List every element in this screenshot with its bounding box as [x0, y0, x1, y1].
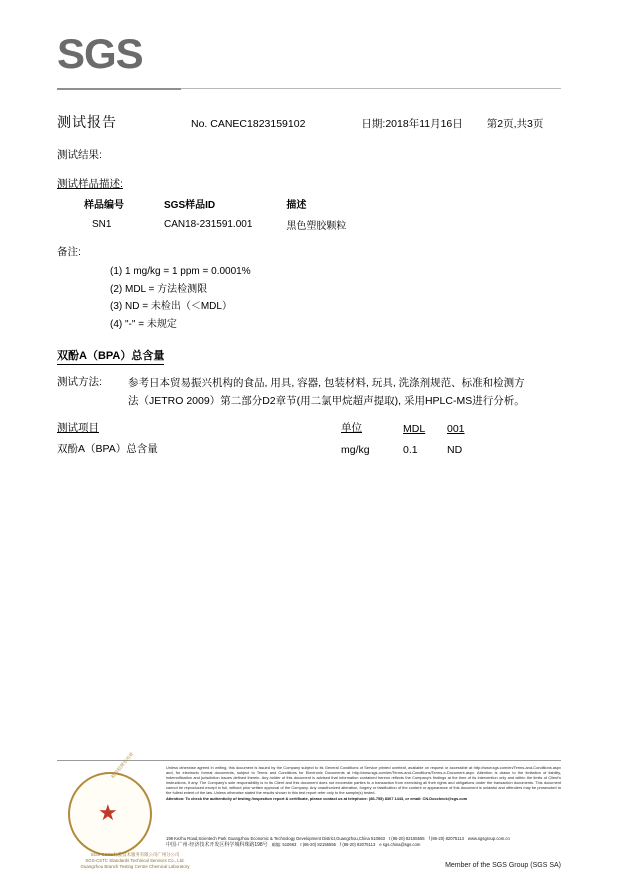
- test-method-label: 测试方法:: [57, 376, 102, 388]
- results-col-unit: 单位: [341, 422, 362, 434]
- address-cn-email[interactable]: e sgs.china@sgs.com: [379, 842, 421, 847]
- sgs-logo-text: SGS: [57, 30, 143, 77]
- page-title: 测试报告: [57, 114, 117, 130]
- test-method-line-2: 法（JETRO 2009）第二部分D2章节(用二氯甲烷超声提取), 采用HPLC-MS进行分析。: [128, 395, 525, 407]
- sample-sgsid-value: CAN18-231591.001: [164, 219, 253, 230]
- results-unit-value: mg/kg: [341, 444, 370, 456]
- star-icon: ★: [98, 800, 118, 825]
- test-results-label: 测试结果:: [57, 149, 102, 161]
- legal-paragraph: Unless otherwise agreed in writing, this document is issued by the Company subject to its General Conditions of Service printed overleaf, available on request or accessible at http://www.sgs.com/en/Terms-and-Conditions.aspx and, for electronic format documents, subject to Terms and Conditions for Electronic Documents at http://www.sgs.com/en/Terms-and-Conditions/Terms-e-Document.aspx. Attention is drawn to the limitation of liability, indemnification and jurisdiction issues defined therein. Any holder of this document is advised that information contained hereon reflects the Company's findings at the time of its intervention only and within the limits of Client's instructions, if any. The Company's sole responsibility is to its Client and this document does not exonerate parties to a transaction from exercising all their rights and obligations under the transaction documents. This document cannot be reproduced except in full, without prior written approval of the Company. Any unauthorized alteration, forgery or falsification of the content or appearance of this document is unlawful and offenders may be prosecuted to the fullest extent of the law. Unless otherwise stated the results shown in this test report refer only to the sample(s) tested.: [166, 765, 561, 795]
- stamp-ring-text: [62, 751, 158, 864]
- address-cn-zip: 邮编: 510663: [271, 842, 297, 847]
- sample-col-no: 样品编号: [84, 200, 124, 211]
- results-header-row: [57, 420, 561, 437]
- stamp-caption-line-1: SGS-CSTC标准技术服务有限公司广州分公司: [90, 852, 180, 857]
- sample-desc-value: 黑色塑胶颗粒: [286, 221, 347, 232]
- results-item-value: 双酚A（BPA）总含量: [57, 443, 158, 455]
- sample-description-label: 测试样品描述:: [57, 178, 123, 190]
- company-stamp: [62, 751, 190, 869]
- table-row: [84, 217, 346, 232]
- address-row-cn: [166, 842, 561, 848]
- report-date: 日期:2018年11月16日: [361, 118, 463, 130]
- sgs-logo: [57, 30, 177, 85]
- address-cn: 中国·广州·经济技术开发区科学城科珠路198号: [166, 842, 268, 848]
- footer-legal-text: [166, 766, 561, 802]
- report-number: No. CANEC1823159102: [191, 118, 306, 130]
- sample-table-header-row: [84, 196, 346, 217]
- remarks-label: 备注:: [57, 246, 81, 258]
- results-table: [57, 420, 561, 456]
- footer-address: [166, 836, 561, 848]
- address-en-fax: f (86-20) 82075113: [428, 836, 464, 841]
- legal-attention[interactable]: Attention: To check the authenticity of testing /inspection report & certificate, please contact us at telephone: (86-755) 8307 1443, or email: CN.Doccheck@sgs.com: [166, 796, 468, 802]
- address-cn-fax: f (86-20) 82075113: [340, 842, 376, 847]
- logo-underline: [57, 88, 181, 90]
- footer-divider: [57, 760, 561, 761]
- list-item: (3) ND = 未检出（＜MDL）: [110, 301, 232, 312]
- address-en: 198 Kezhu Road,Scientech Park Guangzhou Economic & Technology Development District,Guangzhou,China 510663: [166, 836, 385, 841]
- stamp-caption-line-2: SGS-CSTC Standards Technical Services Co., Ltd.: [85, 858, 185, 863]
- test-method-line-1: 参考日本贸易振兴机构的食品, 用具, 容器, 包装材料, 玩具, 洗涤剂规范、标准和检测方: [128, 377, 525, 389]
- results-col-sample: 001: [447, 423, 465, 435]
- stamp-ring-label: 检验检测专用章: [110, 751, 135, 780]
- sample-no-value: SN1: [92, 219, 112, 230]
- footer-member-text: Member of the SGS Group (SGS SA): [445, 862, 561, 869]
- results-mdl-value: 0.1: [403, 444, 418, 456]
- sample-col-sgsid: SGS样品ID: [164, 200, 216, 211]
- results-col-item: 测试项目: [57, 422, 99, 434]
- address-en-tel: t (86-20) 82155555: [388, 836, 425, 841]
- address-en-web[interactable]: www.sgsgroup.com.cn: [467, 836, 510, 841]
- section-heading-bpa: 双酚A（BPA）总含量: [57, 347, 164, 365]
- results-sample-value: ND: [447, 444, 463, 456]
- table-row: [57, 437, 561, 456]
- stamp-caption-line-3: Guangzhou Branch Testing Centre Chemical Laboratory: [80, 864, 190, 869]
- remarks-list: [110, 263, 251, 333]
- sample-col-desc: 描述: [286, 200, 307, 211]
- page-number: 第2页,共3页: [486, 118, 544, 130]
- list-item: (2) MDL = 方法检测限: [110, 283, 208, 295]
- report-title-row: [57, 112, 561, 132]
- list-item: (1) 1 mg/kg = 1 ppm = 0.0001%: [110, 266, 251, 277]
- stamp-caption: [80, 852, 190, 870]
- results-col-mdl: MDL: [403, 423, 426, 435]
- sample-table: [84, 196, 346, 232]
- test-method-text: [128, 374, 548, 410]
- list-item: (4) "-" = 未规定: [110, 318, 177, 330]
- address-cn-tel: t (86-20) 82155555: [300, 842, 336, 847]
